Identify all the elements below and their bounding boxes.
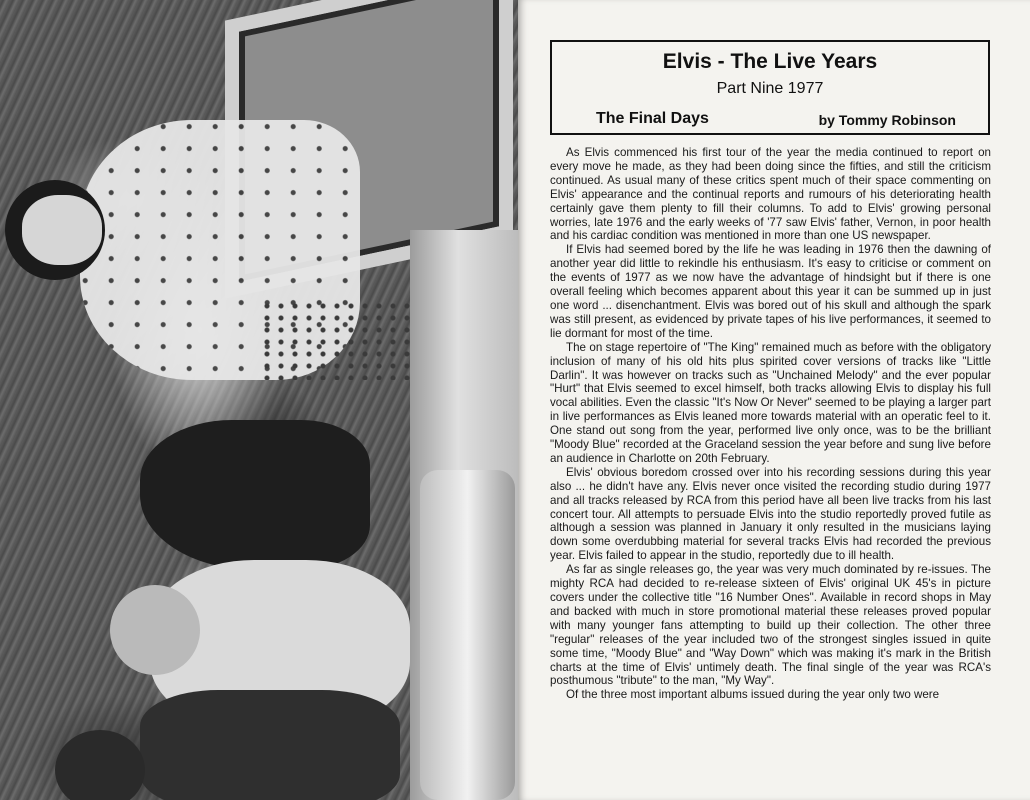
jumpsuit-studs: [260, 300, 410, 380]
car-bumper: [420, 470, 515, 800]
paragraph: As far as single releases go, the year was very much dominated by re-issues. The mighty RCA had decided to re-release sixteen of Elvis' original UK 45's in picture covers under the collective title "16 Number Ones". Available in record shops in May and backed with much in store promotional material these releases proved popular with many younger fans attempting to build up their collection. The other three "regular" releases of the year included two of the strongest singles issued in quite some time, "Moody Blue" and "Way Down" which was making it's mark in the British charts at the time of Elvis' untimely death. The final single of the year was RCA's posthumous "tribute" to the man, "My Way".: [550, 563, 991, 688]
article-title: Elvis - The Live Years: [662, 50, 878, 73]
article-body: [550, 146, 991, 702]
section-title: The Final Days: [596, 110, 709, 127]
paragraph: Elvis' obvious boredom crossed over into his recording sessions during this year also ... he didn't have any. Elvis never once visited the recording studio during 1977 and all tracks released by RCA from this period have all been live tracks from his last concert tour. All attempts to persuade Elvis into the studio reportedly proved futile as although a session was planned in January it only resulted in the musicians laying down some overdubbing material for several tracks Elvis had recorded the previous year. Elvis failed to appear in the studio, reportedly due to ill health.: [550, 465, 991, 563]
paragraph: The on stage repertoire of "The King" remained much as before with the obligatory inclusion of many of his old hits plus spirited cover versions of tracks like "Little Darlin". It was however on tracks such as "Unchained Melody" and the ever popular "Hurt" that Elvis seemed to excel himself, both tracks allowing Elvis to display his full vocal abilities. Even the classic "It's Now Or Never" seemed to be playing a larger part in live performances as Elvis leaned more towards material with an operatic feel to it. One stand out song from the year, performed live only once, was to be the brilliant "Moody Blue" recorded at the Graceland session the year before and sung live before an audience in Charlotte on 20th February.: [550, 340, 991, 465]
figure-hair-light: [110, 585, 200, 675]
figure-suit: [140, 690, 400, 800]
article-page: [518, 0, 1030, 800]
paragraph: As Elvis commenced his first tour of the year the media continued to report on every move he made, as they had been doing since the fifties, and still the criticism continued. As usual many of these critics spent much of their space commenting on Elvis' appearance and the continual reports and rumours of his deteriorating health certainly gave them plenty to fill their columns. To add to Elvis' growing personal worries, late 1976 and the early weeks of '77 saw Elvis' father, Vernon, in poor health and his cardiac condition was mentioned in more than one US newspaper.: [550, 146, 991, 243]
title-box: [550, 40, 990, 135]
figure-dark-coat: [140, 420, 370, 570]
byline: by Tommy Robinson: [818, 112, 956, 128]
figure-face: [22, 195, 102, 265]
figure-hair-dark: [55, 730, 145, 800]
paragraph: If Elvis had seemed bored by the life he was leading in 1976 then the dawning of another year did little to rekindle his enthusiasm. It's easy to criticise or comment on the events of 1977 as we now have the advantage of hindsight but if there is one overall feeling which becomes apparent about this year it can be summed up in just one word ... disenchantment. Elvis was bored out of his skull and although the spark was still present, as evidenced by private tapes of his live performances, it seemed to lie dormant for most of the time.: [550, 243, 991, 340]
paragraph: Of the three most important albums issued during the year only two were: [566, 688, 940, 702]
article-subtitle: Part Nine 1977: [716, 80, 824, 97]
